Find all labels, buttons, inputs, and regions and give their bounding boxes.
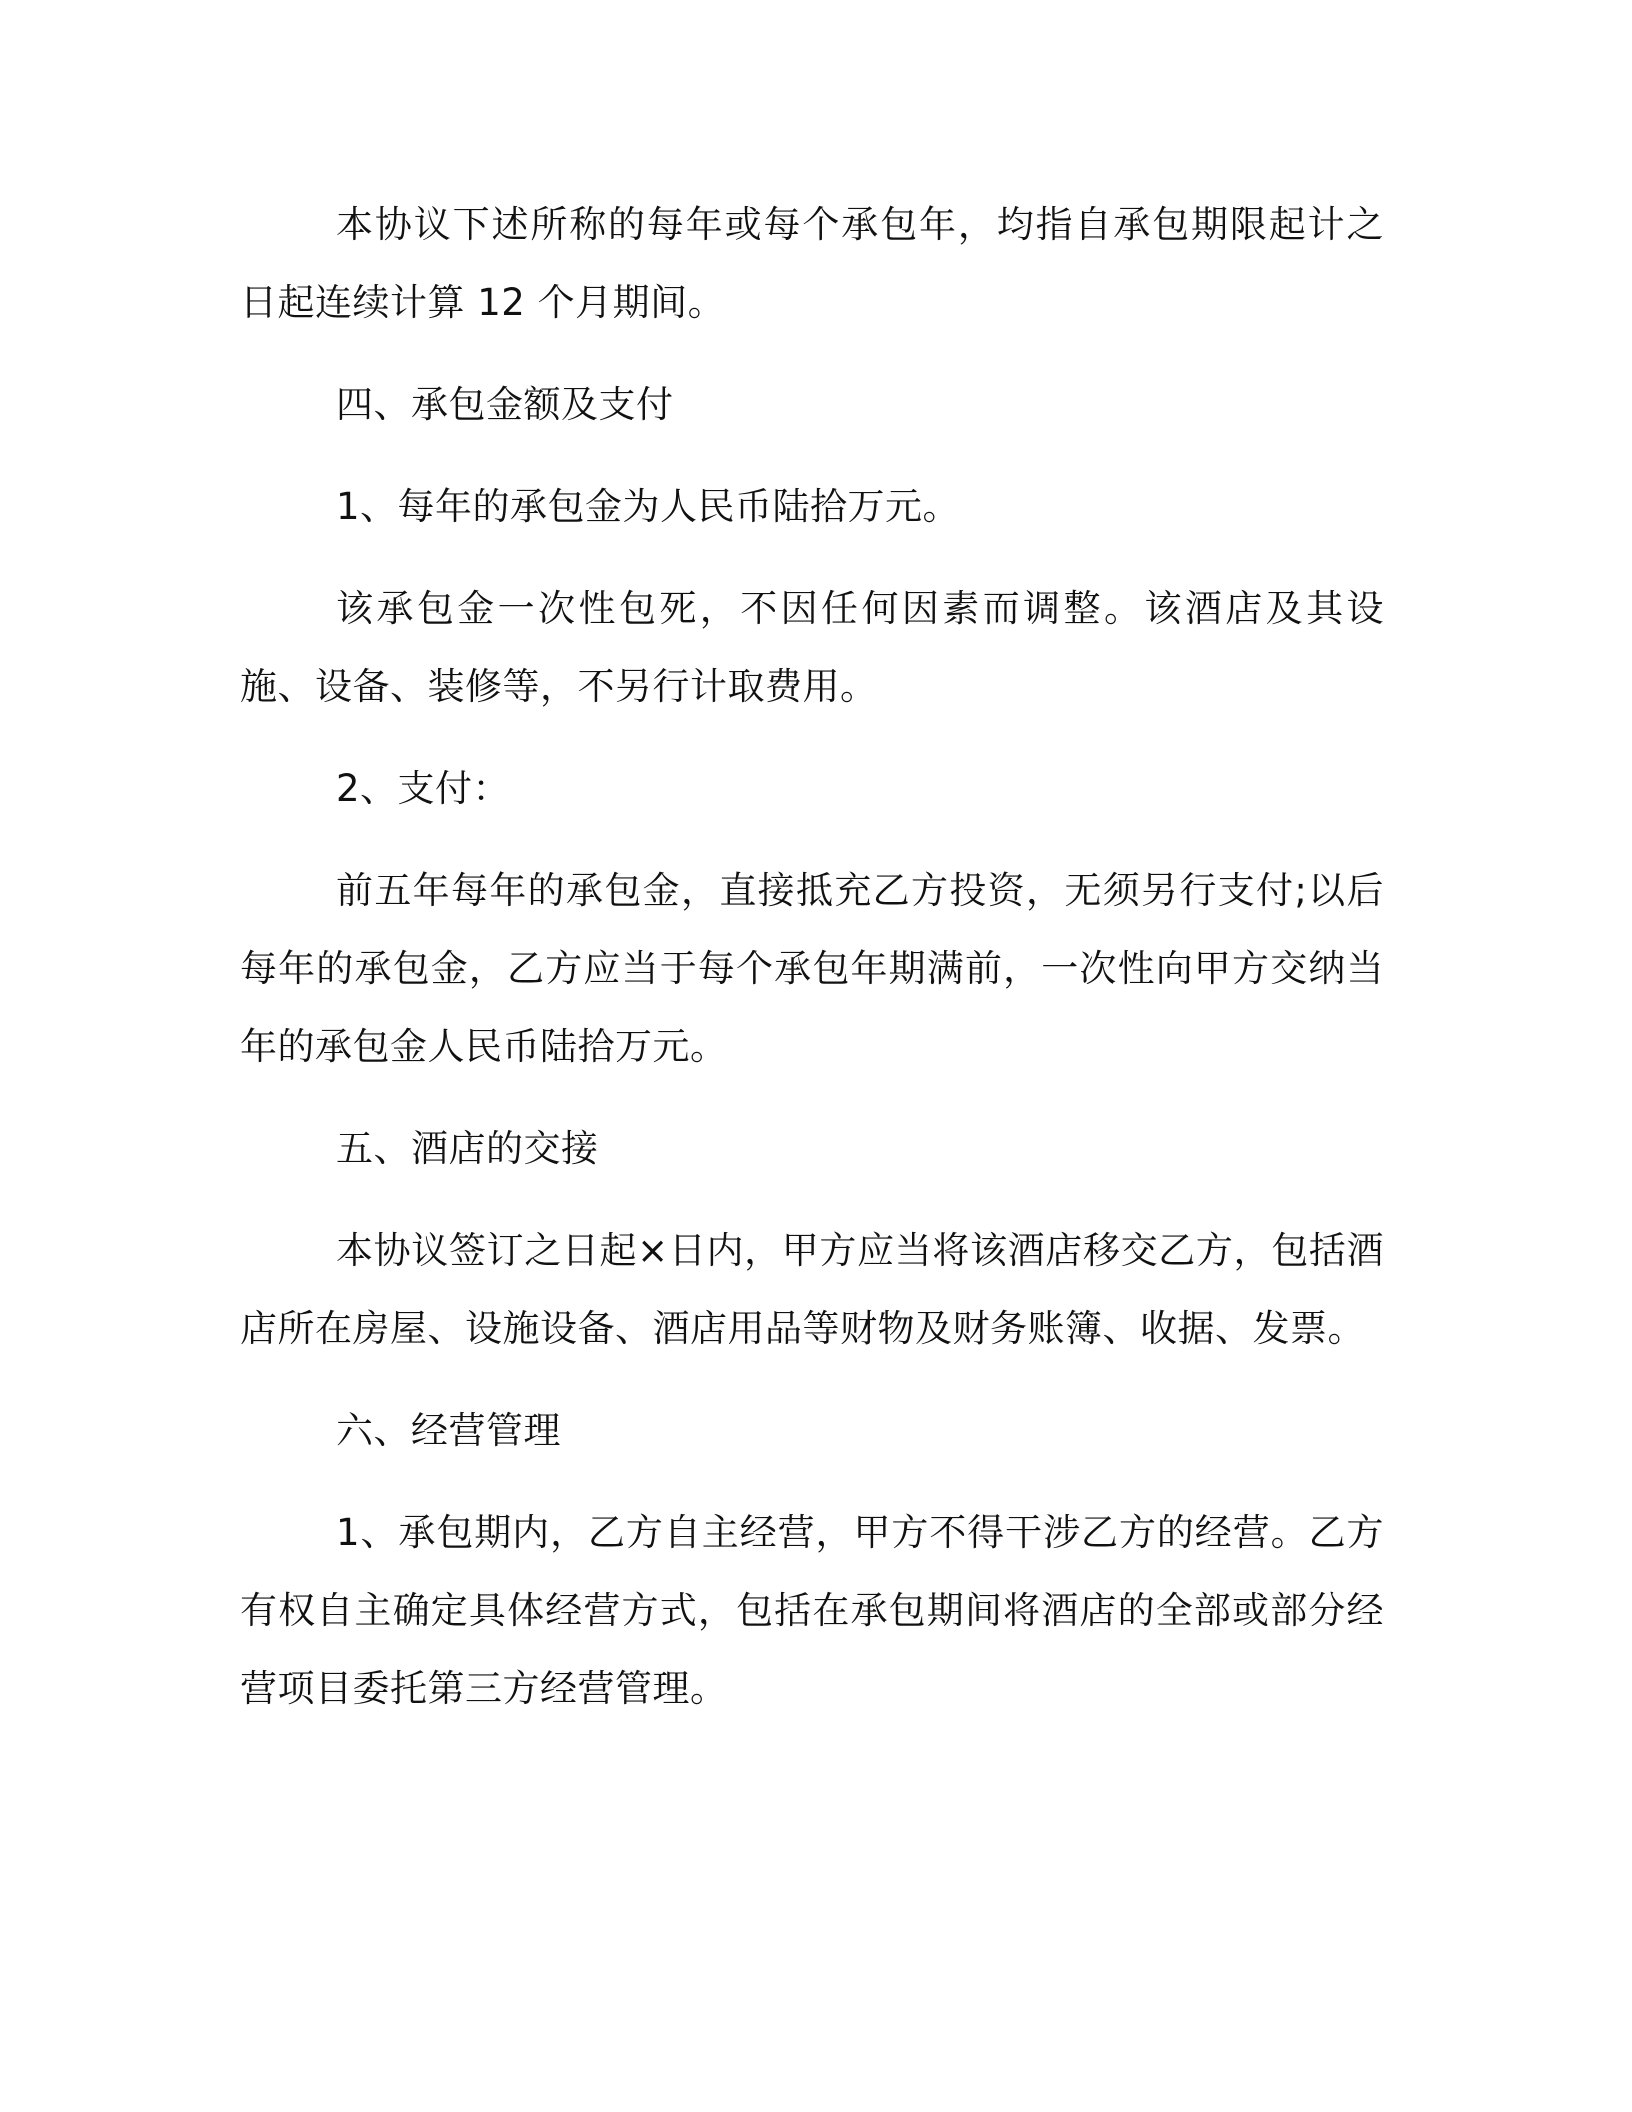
paragraph-management: 1、承包期内，乙方自主经营，甲方不得干涉乙方的经营。乙方有权自主确定具体经营方式，包括在承包期间将酒店的全部或部分经营项目委托第三方经营管理。 (240, 1511, 1384, 1710)
paragraph-period-definition: 本协议下述所称的每年或每个承包年，均指自承包期限起计之日起连续计算 12 个月期间。 (240, 203, 1384, 324)
section-heading-5: 五、酒店的交接 (336, 1127, 599, 1170)
paragraph-payment-terms: 前五年每年的承包金，直接抵充乙方投资，无须另行支付;以后每年的承包金，乙方应当于每个承包年期满前，一次性向甲方交纳当年的承包金人民币陆拾万元。 (240, 869, 1384, 1068)
paragraph-payment-label: 2、支付： (336, 767, 511, 810)
paragraph-annual-fee: 1、每年的承包金为人民币陆拾万元。 (336, 485, 961, 528)
paragraph-fixed-fee: 该承包金一次性包死，不因任何因素而调整。该酒店及其设施、设备、装修等，不另行计取费用。 (240, 587, 1384, 708)
paragraph-handover: 本协议签订之日起×日内，甲方应当将该酒店移交乙方，包括酒店所在房屋、设施设备、酒店用品等财物及财务账簿、收据、发票。 (240, 1229, 1384, 1350)
document-body (240, 186, 1384, 1752)
section-heading-6: 六、经营管理 (336, 1409, 561, 1452)
section-heading-4: 四、承包金额及支付 (336, 383, 674, 426)
